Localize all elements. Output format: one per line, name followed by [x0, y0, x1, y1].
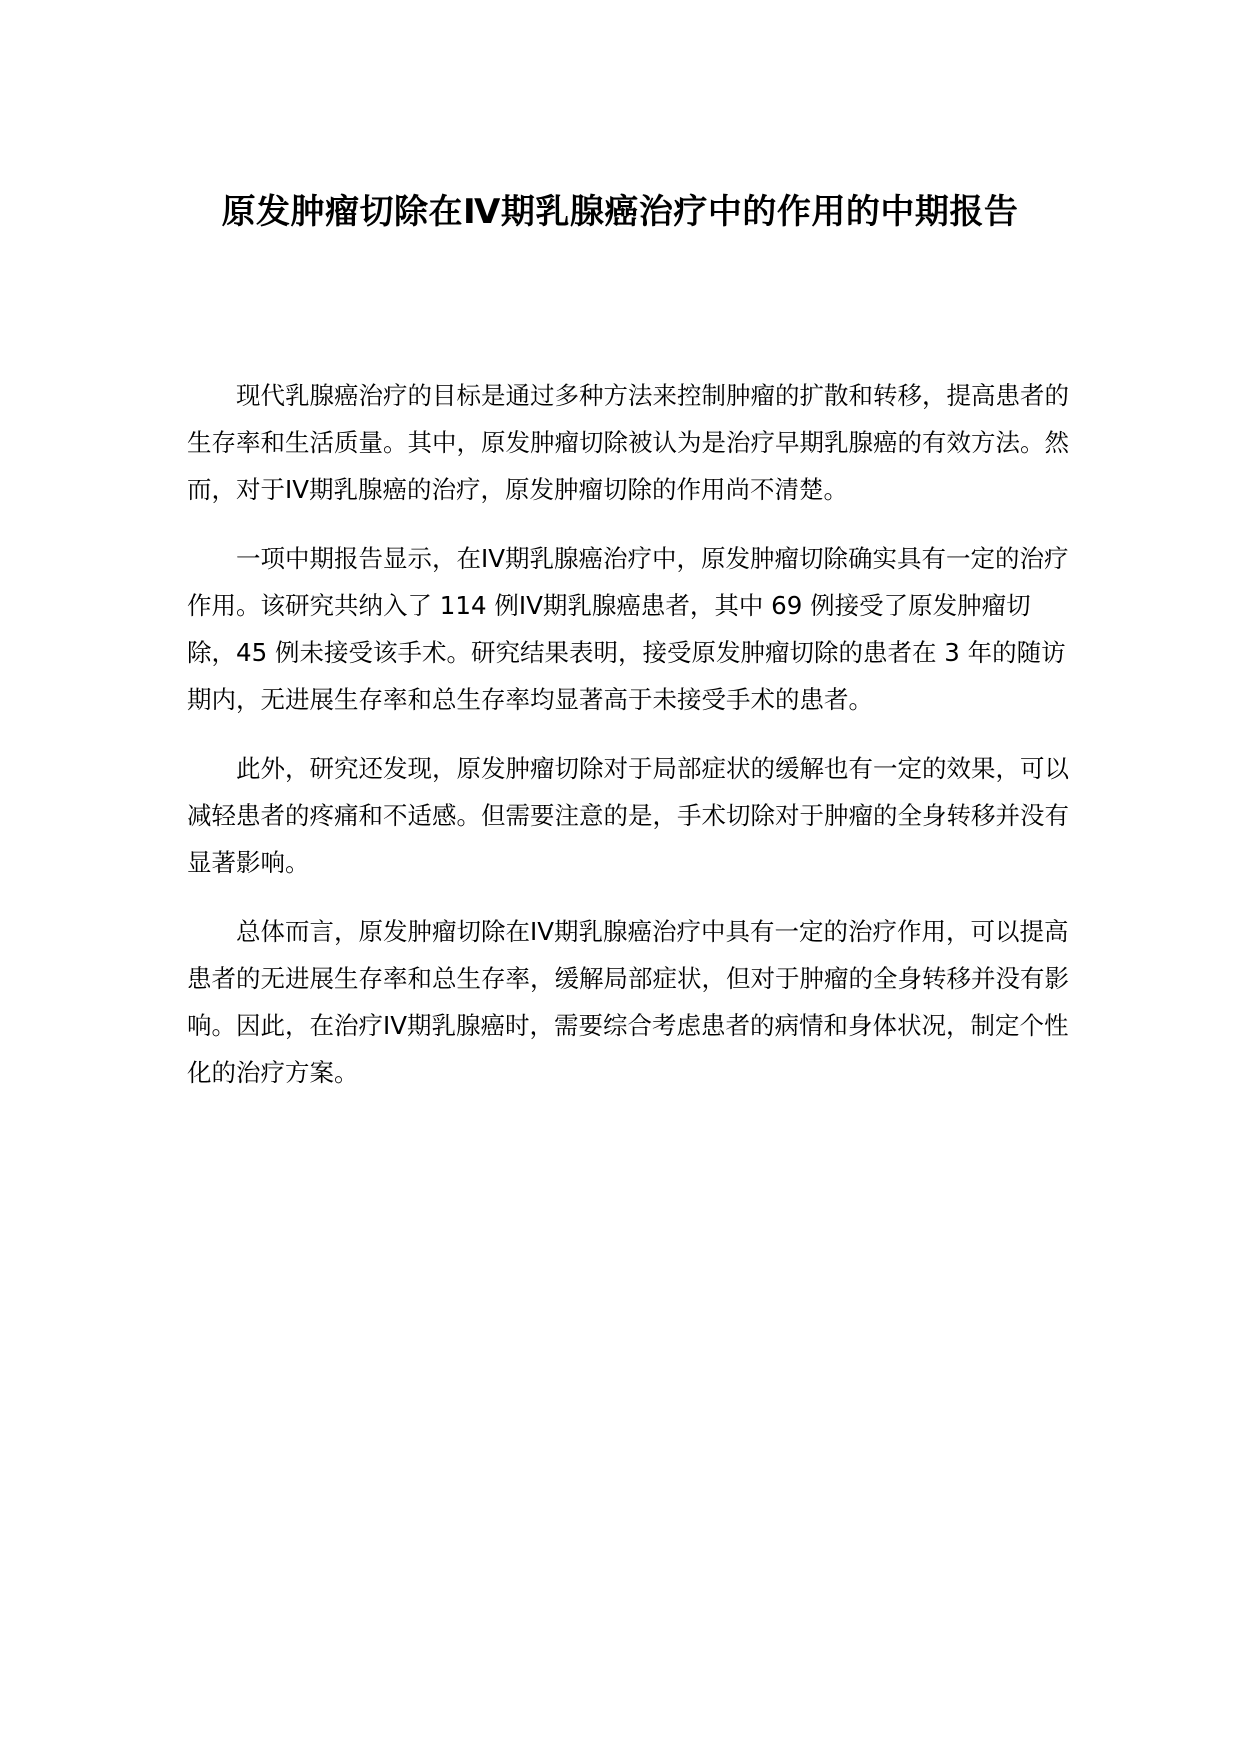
document-title: 原发肿瘤切除在Ⅳ期乳腺癌治疗中的作用的中期报告 [221, 192, 1019, 232]
paragraph-study-results: 一项中期报告显示，在IV期乳腺癌治疗中，原发肿瘤切除确实具有一定的治疗作用。该研究共纳入了 114 例IV期乳腺癌患者，其中 69 例接受了原发肿瘤切除，45 例未接受该手术。研究结果表明，接受原发肿瘤切除的患者在 3 年的随访期内，无进展生存率和总生存率均显著高于未接受手术的患者。 [187, 544, 1069, 714]
document-body [187, 372, 1077, 1118]
paragraph-intro: 现代乳腺癌治疗的目标是通过多种方法来控制肿瘤的扩散和转移，提高患者的生存率和生活质量。其中，原发肿瘤切除被认为是治疗早期乳腺癌的有效方法。然而，对于IV期乳腺癌的治疗，原发肿瘤切除的作用尚不清楚。 [187, 381, 1069, 504]
paragraph-conclusion: 总体而言，原发肿瘤切除在IV期乳腺癌治疗中具有一定的治疗作用，可以提高患者的无进展生存率和总生存率，缓解局部症状，但对于肿瘤的全身转移并没有影响。因此，在治疗IV期乳腺癌时，需要综合考虑患者的病情和身体状况，制定个性化的治疗方案。 [187, 917, 1069, 1087]
paragraph-symptom-relief: 此外，研究还发现，原发肿瘤切除对于局部症状的缓解也有一定的效果，可以减轻患者的疼痛和不适感。但需要注意的是，手术切除对于肿瘤的全身转移并没有显著影响。 [187, 754, 1069, 877]
